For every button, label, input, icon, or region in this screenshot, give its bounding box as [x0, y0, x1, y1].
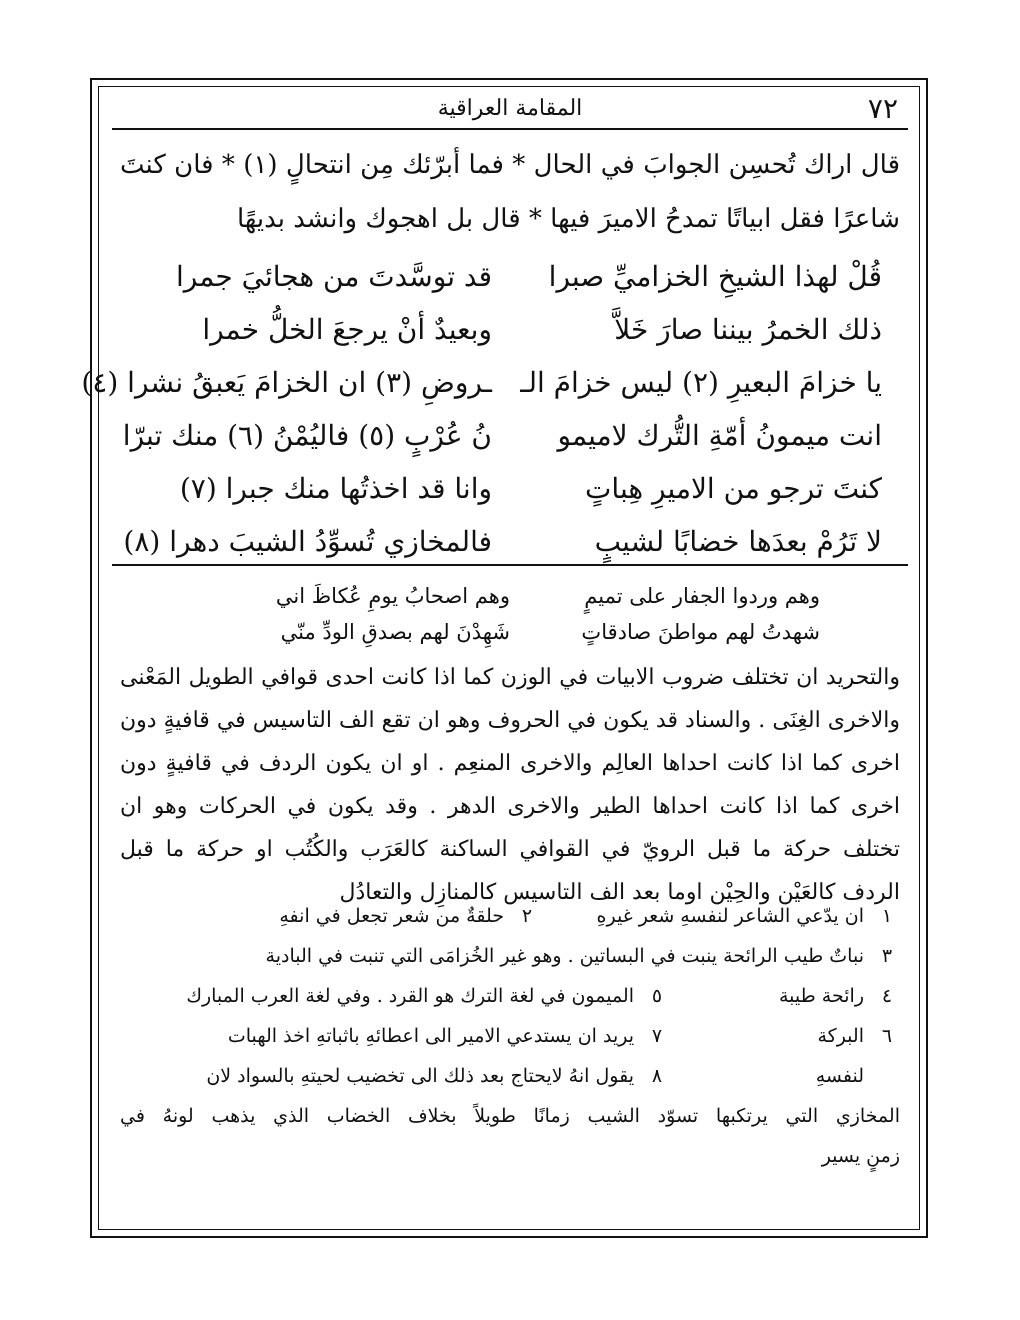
quoted-verse — [200, 578, 820, 614]
footnote-row — [120, 936, 900, 976]
verse-first-hemistich: ذلك الخمرُ بيننا صارَ خَلاَّ — [614, 313, 882, 346]
verse-second-hemistich: ـروضِ (٣) ان الخزامَ يَعبقُ نشرا (٤) — [81, 366, 492, 399]
footnote — [540, 896, 900, 936]
commentary-line: والاخرى الغِنَى . والسناد قد يكون في الحروف وهو ان تقع الف التاسيس في قافيةٍ دون — [120, 708, 900, 733]
poem — [81, 250, 900, 568]
footnote-row — [120, 896, 900, 936]
quoted-second-hemistich: شَهِدْنَ لهم بصدقِ الودِّ منّي — [280, 620, 510, 644]
footnote-text: رائحة طيبة — [778, 985, 864, 1007]
footnote — [120, 896, 540, 936]
footnote — [670, 1016, 900, 1056]
prose-line: شاعرًا فقل ابياتًا تمدحُ الاميرَ فيها * قال بل اهجوك وانشد بديهًا — [236, 204, 900, 234]
footnote-row — [120, 976, 900, 1016]
footnote-number: ٨ — [651, 1065, 663, 1087]
page-number: ٧٢ — [867, 92, 898, 125]
footnote-text: لنفسهِ — [815, 1065, 864, 1087]
footnote-text: يريد ان يستدعي الامير الى اعطائهِ باثباتهِ اخذ الهبات — [227, 1025, 634, 1047]
footnote — [266, 936, 900, 976]
footnote-number: ٢ — [521, 905, 533, 927]
quoted-second-hemistich: وهم اصحابُ يومِ عُكاظَ اني — [275, 584, 510, 608]
commentary-line: والتحريد ان تختلف ضروب الابيات في الوزن كما اذا كانت احدى قوافي الطويل المَعْنى — [120, 665, 900, 690]
footnotes — [120, 896, 900, 1176]
footnote-number: ٤ — [881, 985, 893, 1007]
footnote — [120, 1056, 670, 1096]
verse — [81, 356, 900, 409]
footnote-text: حلقةٌ من شعر تجعل في انفهِ — [279, 905, 504, 927]
prose-line: قال اراك تُحسِن الجوابَ في الحال * فما أبرّئك مِن انتحالٍ (١) * فان كنتَ — [120, 150, 901, 180]
verse-second-hemistich: قد توسَّدتَ من هجائيَ جمرا — [176, 260, 492, 293]
footnote-text: نباتٌ طيب الرائحة ينبت في البساتين . وهو غير الخُزامَى التي تنبت في البادية — [265, 945, 864, 967]
verse — [120, 303, 900, 356]
commentary-line: الردف كالعَيْن والحِيْن اوما بعد الف التاسيس كالمنازِل والتعادُل — [339, 880, 900, 905]
footnote-number — [874, 1056, 900, 1096]
footnote-row — [120, 1016, 900, 1056]
quoted-first-hemistich: شهدتُ لهم مواطنَ صادقاتٍ — [581, 620, 820, 644]
footnote-continuation: زمنٍ يسير — [821, 1145, 900, 1167]
verse-second-hemistich: نُ عُرْبٍ (٥) فاليُمْنُ (٦) منك تبرّا — [122, 419, 492, 452]
footnote-text: البركة — [817, 1025, 864, 1047]
footnote-separator — [112, 564, 908, 566]
footnote — [670, 976, 900, 1016]
header-rule — [112, 128, 908, 130]
running-title: المقامة العراقية — [437, 96, 583, 121]
quoted-first-hemistich: وهم وردوا الجفار على تميمٍ — [584, 584, 820, 608]
opening-prose — [120, 138, 900, 246]
footnote-row — [120, 1056, 900, 1096]
commentary — [120, 656, 900, 914]
footnote — [120, 976, 670, 1016]
verse — [120, 409, 900, 462]
verse — [120, 250, 900, 303]
footnote-continuation: المخازي التي يرتكبها تسوّد الشيب زمانًا طويلاً بخلاف الخضاب الذي يذهب لونهُ في — [120, 1105, 900, 1127]
footnote-number: ٦ — [881, 1025, 893, 1047]
quoted-verses — [200, 578, 820, 650]
commentary-line: تختلف حركة ما قبل الرويّ في القوافي الساكنة كالعَرَب والكُتُب او حركة ما قبل — [120, 837, 900, 862]
footnote-text: ان يدّعي الشاعر لنفسهِ شعر غيرهِ — [596, 905, 864, 927]
page-header — [110, 92, 910, 128]
verse-first-hemistich: انت ميمونُ أمّةِ التُّرك لاميمو — [557, 419, 882, 452]
commentary-line: اخرى كما اذا كانت احداها الطير والاخرى الدهر . وقد يكون في الحركات وهو ان — [120, 794, 900, 819]
footnote-text: يقول انهُ لايحتاج بعد ذلك الى تخضيب لحيتهِ بالسواد لان — [206, 1065, 634, 1087]
verse-first-hemistich: قُلْ لهذا الشيخِ الخزاميِّ صبرا — [548, 260, 882, 293]
verse-first-hemistich: يا خزامَ البعيرِ (٢) ليس خزامَ الـ — [520, 366, 882, 399]
footnote-number: ٧ — [651, 1025, 663, 1047]
footnote-number: ١ — [881, 905, 893, 927]
footnote — [120, 1016, 670, 1056]
footnote-number: ٣ — [881, 945, 893, 967]
quoted-verse — [200, 614, 820, 650]
commentary-line: اخرى كما اذا كانت احداها العالِم والاخرى المنعِم . او ان يكون الردف في قافيةٍ دون — [120, 751, 900, 776]
verse-second-hemistich: وبعيدٌ أنْ يرجعَ الخلُّ خمرا — [202, 313, 492, 346]
footnote-text: الميمون في لغة الترك هو القرد . وفي لغة العرب المبارك — [186, 985, 634, 1007]
footnote-number: ٥ — [651, 985, 663, 1007]
verse-second-hemistich: فالمخازي تُسوِّدُ الشيبَ دهرا (٨) — [123, 525, 492, 558]
verse-first-hemistich: لا تَرُمْ بعدَها خضابًا لشيبٍ — [594, 525, 882, 558]
verse-second-hemistich: وانا قد اخذتُها منك جبرا (٧) — [179, 472, 492, 505]
verse — [120, 462, 900, 515]
footnote — [670, 1056, 900, 1096]
verse — [120, 515, 900, 568]
verse-first-hemistich: كنتَ ترجو من الاميرِ هِباتٍ — [585, 472, 882, 505]
